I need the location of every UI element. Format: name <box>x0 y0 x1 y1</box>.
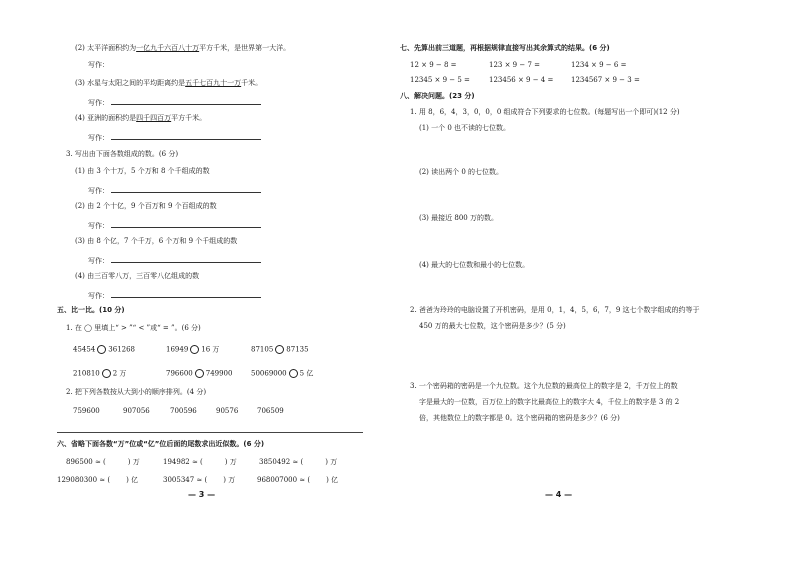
compare-item-5 <box>166 369 232 379</box>
compare-right: 16 万 <box>201 345 220 354</box>
s8-q2-line-2: 450 万的最大七位数，这个密码是多少？(5 分) <box>419 322 566 330</box>
compare-item-1 <box>73 345 135 355</box>
write-label: 写作： <box>88 257 109 265</box>
section-3-title: 3. 写出由下面各数组成的数。(6 分) <box>66 150 179 158</box>
s3-item-3: (3) 由 8 个亿，7 个千万，6 个万和 9 个千组成的数 <box>75 237 238 245</box>
section-8-title: 八、解决问题。(23 分) <box>400 92 475 100</box>
order-num-2: 907056 <box>123 407 150 415</box>
write-label: 写作： <box>88 222 109 230</box>
approx-unit: ) 亿 <box>326 476 339 484</box>
write-label: 写作： <box>88 134 109 142</box>
compare-left: 796600 <box>166 369 193 378</box>
compare-item-2 <box>166 345 219 355</box>
approx-unit: ) 万 <box>325 458 338 466</box>
page-4 <box>397 0 794 562</box>
compare-right: 749900 <box>205 369 233 378</box>
compare-circle[interactable] <box>275 345 284 354</box>
compare-item-6 <box>251 369 313 379</box>
s7-expr-4: 12345 × 9 − 5 = <box>410 76 470 84</box>
answer-blank[interactable] <box>111 97 261 105</box>
q2-text-a: (2) 太平洋面积约为 <box>75 44 137 52</box>
s7-expr-5: 123456 × 9 − 4 = <box>489 76 554 84</box>
compare-left: 210810 <box>73 369 100 378</box>
s8-q1-item-4: (4) 最大的七位数和最小的七位数。 <box>419 261 530 269</box>
compare-circle[interactable] <box>102 369 111 378</box>
section-6-title: 六、省略下面各数“万”位或“亿”位后面的尾数求出近似数。(6 分) <box>57 440 265 448</box>
divider <box>57 432 363 433</box>
approx-unit: ) 亿 <box>126 476 139 484</box>
compare-right: 2 万 <box>112 369 127 378</box>
approx-left: 896500 ≈ ( <box>66 458 106 466</box>
order-num-3: 700596 <box>170 407 197 415</box>
section-7-title: 七、先算出前三道题，再根据规律直接写出其余算式的结果。(6 分) <box>400 44 610 52</box>
answer-blank[interactable] <box>111 255 261 263</box>
s7-expr-6: 1234567 × 9 − 3 = <box>571 76 640 84</box>
answer-blank[interactable] <box>111 220 261 228</box>
s8-q1-item-1: (1) 一个 0 也不读的七位数。 <box>419 124 511 132</box>
q2-number-words: 一亿九千六百八十万 <box>136 44 200 52</box>
compare-circle[interactable] <box>195 369 204 378</box>
compare-circle[interactable] <box>289 369 298 378</box>
page-number-3: — 3 — <box>188 490 216 499</box>
approx-item-6 <box>257 476 338 485</box>
approx-left: 194982 ≈ ( <box>163 458 203 466</box>
approx-unit: ) 万 <box>223 476 236 484</box>
section-5-title: 五、比一比。(10 分) <box>57 306 125 314</box>
s3-answer-2 <box>88 220 261 231</box>
q3-text-b: 千米。 <box>241 79 263 87</box>
compare-circle[interactable] <box>190 345 199 354</box>
answer-blank[interactable] <box>111 290 261 298</box>
q4-line <box>75 114 206 123</box>
approx-item-2 <box>163 458 237 467</box>
approx-left: 3850492 ≈ ( <box>259 458 304 466</box>
s8-q1-item-2: (2) 读出两个 0 的七位数。 <box>419 168 504 176</box>
approx-unit: ) 万 <box>127 458 140 466</box>
s7-expr-3: 1234 × 9 − 6 = <box>571 61 627 69</box>
q3-number-words: 五千七百九十一万 <box>185 79 242 87</box>
write-label: 写作： <box>88 292 109 300</box>
s8-q3-line-3: 倍，其他数位上的数字都是 0。这个密码箱的密码是多少？(6 分) <box>419 414 620 422</box>
compare-right: 87135 <box>286 345 309 354</box>
q3-answer-line <box>88 97 261 108</box>
s5-q2: 2. 把下列各数按从大到小的顺序排列。(4 分) <box>66 388 207 396</box>
write-label: 写作： <box>88 99 109 107</box>
s3-item-2: (2) 由 2 个十亿，9 个百万和 9 个百组成的数 <box>75 202 217 210</box>
write-label: 写作： <box>88 187 109 195</box>
compare-left: 16949 <box>166 345 189 354</box>
compare-right: 5 亿 <box>299 369 314 378</box>
q3-line <box>75 79 262 88</box>
s8-q3-line-1: 3. 一个密码箱的密码是一个九位数。这个九位数的最高位上的数字是 2，千万位上的数 <box>410 382 678 390</box>
s5-q1: 1. 在 ◯ 里填上“ > ”“ < ”或“ = ”。(6 分) <box>66 324 201 332</box>
order-num-1: 759600 <box>73 407 100 415</box>
compare-left: 45454 <box>73 345 96 354</box>
compare-left: 87105 <box>251 345 274 354</box>
s3-answer-3 <box>88 255 261 266</box>
compare-item-4 <box>73 369 126 379</box>
q4-text-b: 平方千米。 <box>171 114 207 122</box>
q3-text-a: (3) 水星与太阳之间的平均距离约是 <box>75 79 186 87</box>
s7-expr-1: 12 × 9 − 8 = <box>410 61 457 69</box>
order-num-5: 706509 <box>257 407 284 415</box>
approx-item-3 <box>259 458 337 467</box>
q2-line <box>75 44 290 53</box>
approx-unit: ) 万 <box>224 458 237 466</box>
approx-item-5 <box>163 476 235 485</box>
s7-expr-2: 123 × 9 − 7 = <box>489 61 540 69</box>
q4-text-a: (4) 亚洲的面积约是 <box>75 114 137 122</box>
approx-item-4 <box>57 476 138 485</box>
approx-left: 129080300 ≈ ( <box>57 476 111 484</box>
answer-blank[interactable] <box>111 185 261 193</box>
compare-circle[interactable] <box>97 345 106 354</box>
approx-left: 968007000 ≈ ( <box>257 476 311 484</box>
write-label: 写作： <box>88 61 109 69</box>
approx-item-1 <box>66 458 140 467</box>
s3-answer-4 <box>88 290 261 301</box>
compare-right: 361268 <box>108 345 136 354</box>
q2-answer-line <box>88 61 109 70</box>
page-number-4: — 4 — <box>545 490 573 499</box>
s3-answer-1 <box>88 185 261 196</box>
s8-q2-line-1: 2. 爸爸为玲玲的电脑设置了开机密码，是用 0，1，4，5，6，7，9 这七个数字组成的约等于 <box>410 306 700 314</box>
q4-answer-line <box>88 132 261 143</box>
q4-number-words: 四千四百万 <box>136 114 172 122</box>
s8-q1-item-3: (3) 最接近 800 万的数。 <box>419 214 498 222</box>
answer-blank[interactable] <box>111 132 261 140</box>
s3-item-4: (4) 由三百零八万，三百零八亿组成的数 <box>75 272 200 280</box>
q2-text-b: 平方千米，是世界第一大洋。 <box>199 44 291 52</box>
compare-left: 50069000 <box>251 369 287 378</box>
s3-item-1: (1) 由 3 个十万，5 个万和 8 个千组成的数 <box>75 167 210 175</box>
approx-left: 3005347 ≈ ( <box>163 476 208 484</box>
s8-q3-line-2: 字是最大的一位数，百万位上的数字比最高位上的数字大 4，千位上的数字是 3 的 2 <box>419 398 680 406</box>
s8-q1: 1. 用 8，6，4，3，0，0，0 组成符合下列要求的七位数。(每题写出一个即可)(12 分) <box>410 108 680 116</box>
order-num-4: 90576 <box>216 407 239 415</box>
compare-item-3 <box>251 345 309 355</box>
